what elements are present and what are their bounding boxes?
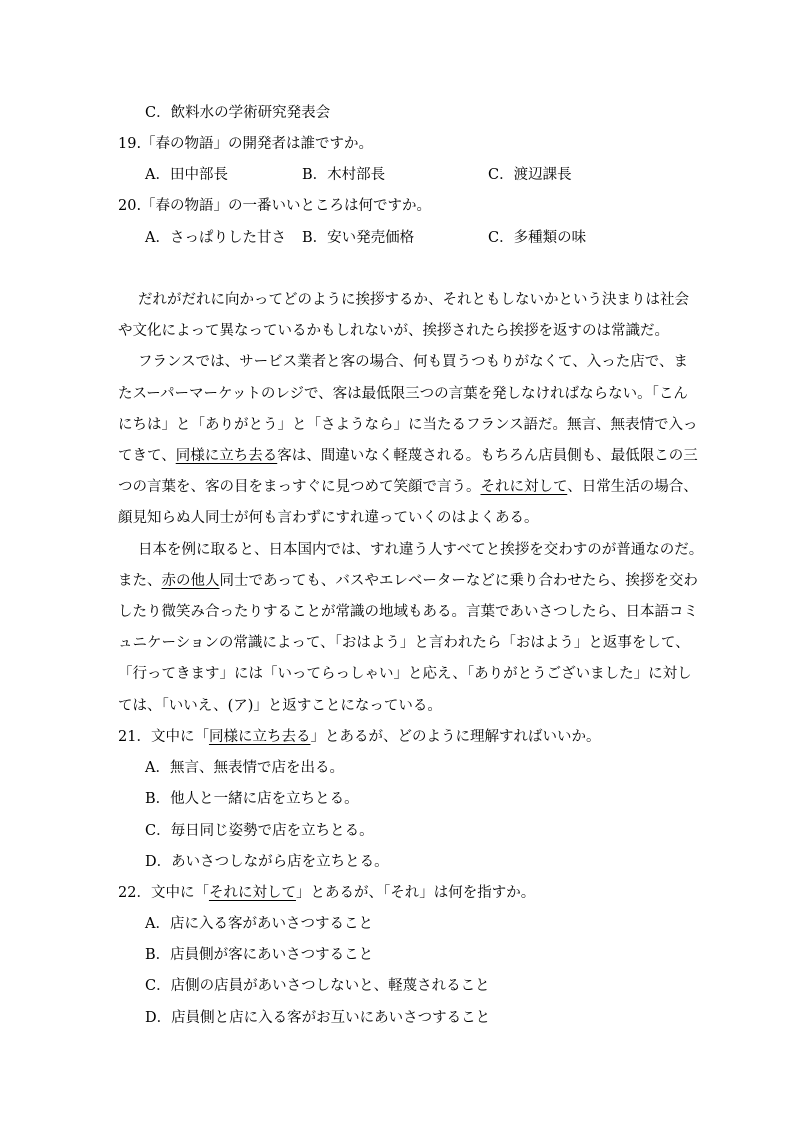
passage-line: にちは」と「ありがとう」と「さようなら」に当たるフランス語だ。無言、無表情で入っ [118, 417, 698, 433]
q19-option-b: B．木村部長 [302, 167, 386, 183]
q19-question: 19.「春の物語」の開発者は誰ですか。 [118, 136, 374, 152]
q22-option-b: B．店員側が客にあいさつすること [145, 947, 374, 963]
q18-option-c: C．飲料水の学術研究発表会 [145, 105, 331, 121]
underlined-phrase-aka: 赤の他人 [161, 573, 220, 589]
q21-option-d: D．あいさつしながら店を立ちとる。 [145, 854, 389, 870]
q21-suffix: 」とあるが、どのように理解すればいいか。 [310, 729, 601, 745]
passage-line: ては、「いいえ、(ア)」と返すことになっている。 [118, 698, 442, 714]
q22-suffix: 」とあるが、「それ」は何を指すか。 [295, 885, 536, 901]
q22-option-c: C．店側の店員があいさつしないと、軽蔑されること [145, 978, 490, 994]
q22-option-a: A．店に入る客があいさつすること [145, 916, 373, 932]
passage-line: ュニケーションの常識によって、「おはよう」と言われたら「おはよう」と返事をして、 [118, 635, 690, 651]
underlined-phrase-douyou: 同様に立ち去る [175, 448, 278, 464]
q19-option-c: C．渡辺課長 [488, 167, 572, 183]
q21-option-a: A．無言、無表情で店を出る。 [145, 760, 344, 776]
q20-option-b: B．安い発売価格 [302, 230, 415, 246]
passage-line: 日本を例に取ると、日本国内では、すれ違う人すべてと挨拶を交わすのが普通なのだ。 [138, 542, 704, 558]
q21-question [118, 727, 600, 747]
q21-option-b: B．他人と一緒に店を立ちとる。 [145, 791, 359, 807]
passage-line: フランスでは、サービス業者と客の場合、何も買うつもりがなくて、入った店で、ま [138, 354, 688, 370]
q19-options [145, 165, 785, 185]
passage-line: 「行ってきます」には「いってらっしゃい」と応え、「ありがとうございました」に対し [118, 666, 692, 682]
passage-line: 顔見知らぬ人同士が何も言わずにすれ違っていくのはよくある。 [118, 510, 539, 526]
q22-question [118, 883, 535, 903]
q20-options [145, 228, 785, 248]
q21-prefix: 21．文中に「 [118, 729, 209, 745]
passage-line [118, 477, 698, 497]
passage-text: 同士であっても、バスやエレベーターなどに乗り合わせたら、挨拶を交わ [219, 573, 698, 589]
underlined-phrase-soreni: それに対して [480, 479, 568, 495]
passage-line [118, 571, 698, 591]
q21-underlined: 同様に立ち去る [208, 729, 311, 745]
passage-line [118, 446, 698, 466]
q20-option-c: C．多種類の味 [488, 230, 587, 246]
passage-text: 、日常生活の場合、 [567, 479, 698, 495]
q22-option-d: D．店員側と店に入る客がお互いにあいさつすること [145, 1010, 491, 1026]
q21-option-c: C．毎日同じ姿勢で店を立ちとる。 [145, 823, 374, 839]
q22-prefix: 22．文中に「 [118, 885, 209, 901]
passage-text: 客は、間違いなく軽蔑される。もちろん店員側も、最低限この三 [277, 448, 698, 464]
passage-text: てきて、 [118, 448, 176, 464]
passage-line: や文化によって異なっているかもしれないが、挨拶されたら挨拶を返すのは常識だ。 [118, 323, 669, 339]
passage-text: また、 [118, 573, 162, 589]
q20-option-a: A．さっぱりした甘さ [145, 230, 286, 246]
q20-question: 20.「春の物語」の一番いいところは何ですか。 [118, 198, 432, 214]
q19-option-a: A．田中部長 [145, 167, 228, 183]
passage-line: したり微笑み合ったりすることが常識の地域もある。言葉であいさつしたら、日本語コミ [118, 604, 698, 620]
passage-line: たスーパーマーケットのレジで、客は最低限三つの言葉を発しなければならない。「こん [118, 386, 688, 402]
passage-line: だれがだれに向かってどのように挨拶するか、それともしないかという決まりは社会 [138, 292, 689, 308]
passage-text: つの言葉を、客の目をまっすぐに見つめて笑顔で言う。 [118, 479, 481, 495]
q22-underlined: それに対して [208, 885, 296, 901]
